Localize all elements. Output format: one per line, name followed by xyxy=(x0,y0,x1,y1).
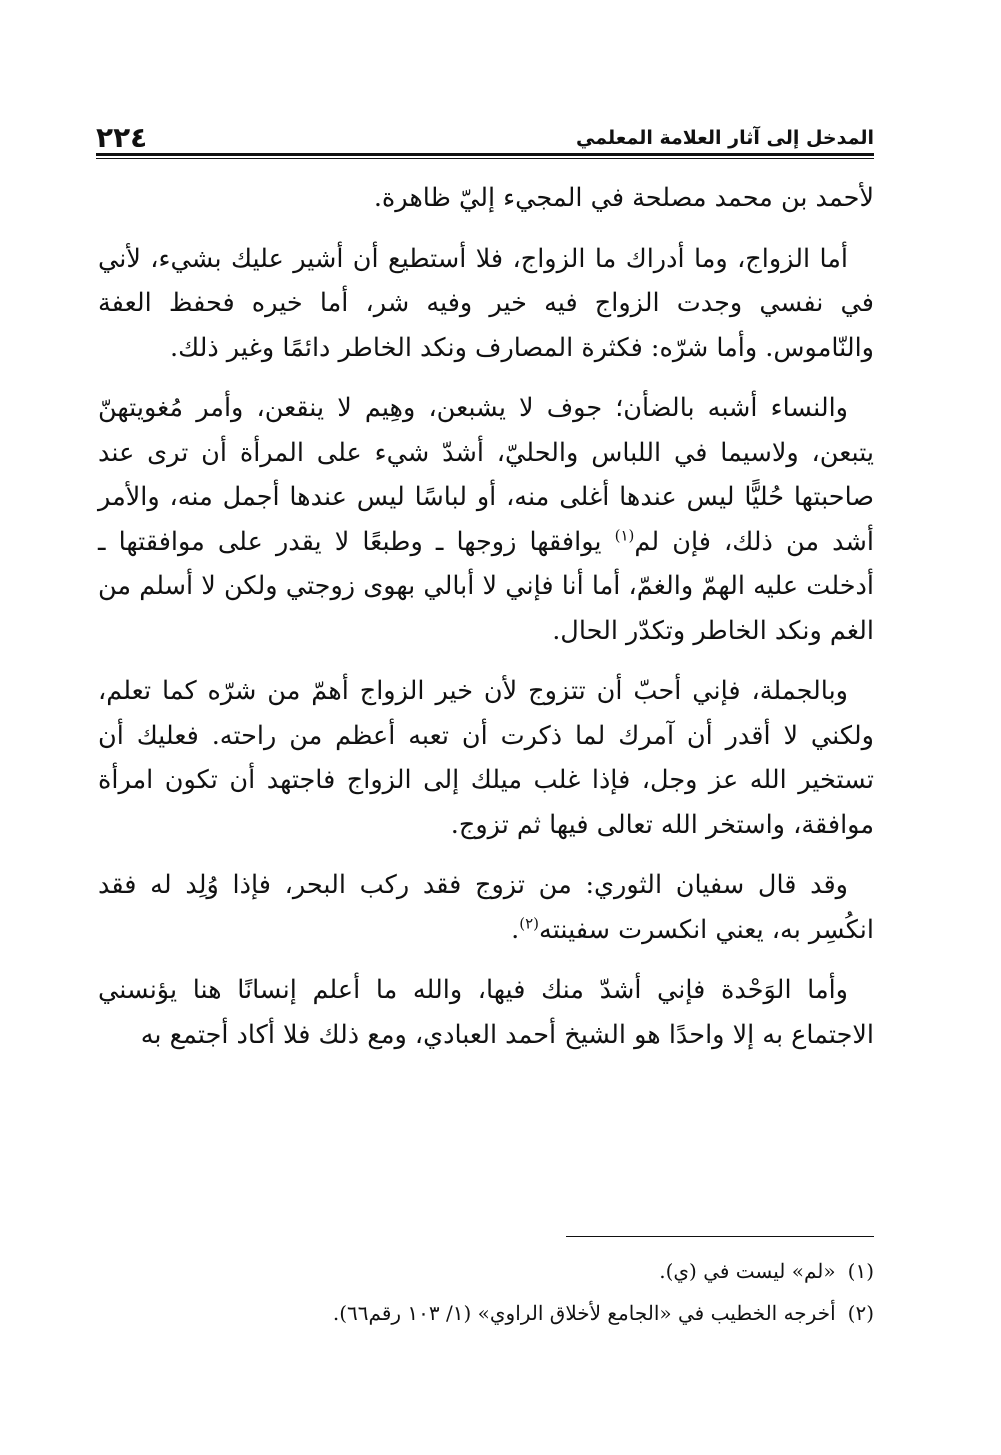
footnote-reference: (٢) xyxy=(519,914,540,932)
header-rule xyxy=(96,153,874,156)
paragraph-text: وقد قال سفيان الثوري: من تزوج فقد ركب البحر، فإذا وُلِد له فقد انكُسِر به، يعني انكسرت سفينته xyxy=(98,870,874,945)
paragraph: لأحمد بن محمد مصلحة في المجيء إليّ ظاهرة. xyxy=(373,183,874,213)
paragraph-text: يوافقها زوجها ـ وطبعًا لا يقدر على موافقتها ـ أدخلت عليه الهمّ والغمّ، أما أنا فإني لا أبالي بهوى زوجتي ولكن لا أسلم من الغم ونكد الخاطر وتكدّر الحال. xyxy=(98,526,874,646)
footnote xyxy=(98,1250,874,1292)
footnote-text: «لم» ليست في (ي). xyxy=(659,1259,836,1283)
paragraph xyxy=(98,386,874,653)
footnote xyxy=(98,1292,874,1334)
page-header xyxy=(96,112,874,156)
footnote-text: أخرجه الخطيب في «الجامع لأخلاق الراوي» (١/ ١٠٣ رقم٦٦). xyxy=(332,1301,836,1325)
paragraph: أما الزواج، وما أدراك ما الزواج، فلا أستطيع أن أشير عليك بشيء، لأني في نفسي وجدت الزواج فيه خير وفيه شر، أما خيره فحفظ العفة والنّاموس. وأما شرّه: فكثرة المصارف ونكد الخاطر دائمًا وغير ذلك. xyxy=(98,243,874,363)
paragraph xyxy=(98,863,874,952)
footnote-number: (٢) xyxy=(847,1301,874,1325)
body-text xyxy=(98,176,874,1073)
paragraph-text: . xyxy=(511,914,520,945)
paragraph: وأما الوَحْدة فإني أشدّ منك فيها، والله ما أعلم إنسانًا هنا يؤنسني الاجتماع به إلا واحدًا هو الشيخ أحمد العبادي، ومع ذلك فلا أكاد أجتمع به xyxy=(98,975,874,1050)
paragraph: وبالجملة، فإني أحبّ أن تتزوج لأن خير الزواج أهمّ من شرّه كما تعلم، ولكني لا أقدر أن آمرك لما ذكرت أن تعبه أعظم من راحته. فعليك أن تستخير الله عز وجل، فإذا غلب ميلك إلى الزواج فاجتهد أن تكون امرأة موافقة، واستخر الله تعالى فيها ثم تزوج. xyxy=(98,676,874,840)
page-number: ٢٢٤ xyxy=(96,121,148,154)
footnote-rule xyxy=(566,1236,874,1237)
footnotes xyxy=(98,1250,874,1334)
header-rule-thin xyxy=(96,158,874,159)
footnote-reference: (١) xyxy=(614,526,635,544)
footnote-number: (١) xyxy=(847,1259,874,1283)
running-title: المدخل إلى آثار العلامة المعلمي xyxy=(576,127,874,149)
paragraph-text: والنساء أشبه بالضأن؛ جوف لا يشبعن، وهِيم لا ينقعن، وأمر مُغويتهنّ يتبعن، ولاسيما في اللباس والحليّ، أشدّ شيء على المرأة أن ترى عند صاحبتها حُليًّا ليس عندها أغلى منه، أو لباسًا ليس عندها أجمل منه، والأمر أشد من ذلك، فإن لم xyxy=(98,393,875,557)
